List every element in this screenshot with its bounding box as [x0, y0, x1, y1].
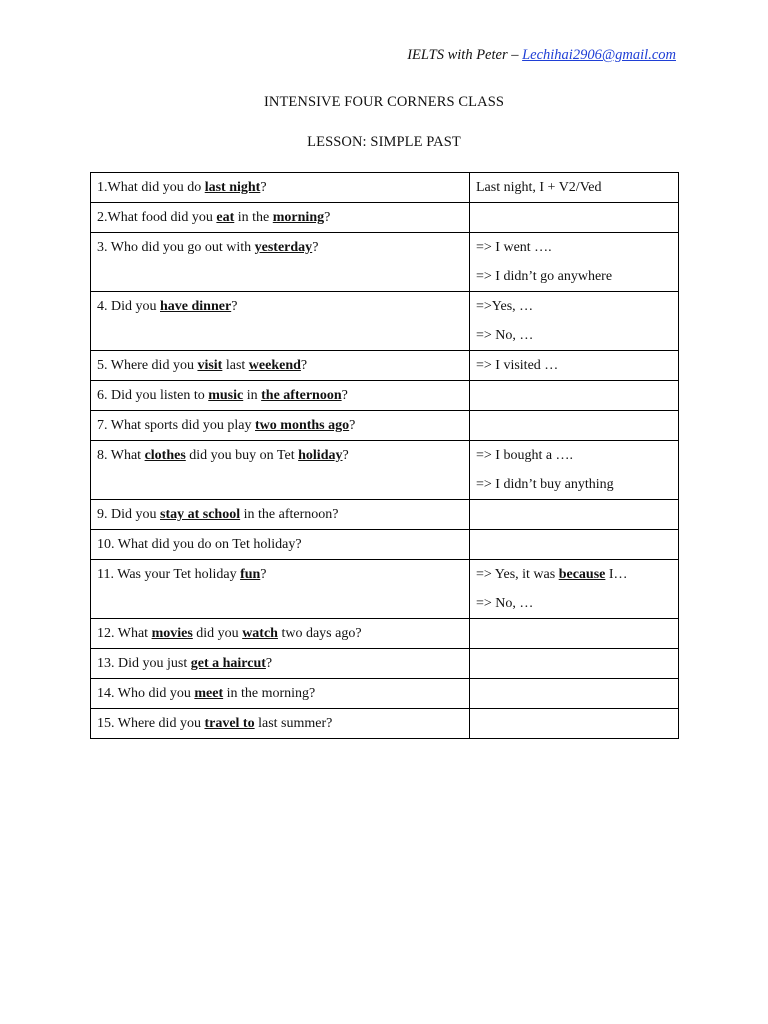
keyword-text: meet	[194, 686, 224, 701]
text-segment: 7. What sports did you play	[97, 418, 256, 433]
text-segment: 3. Who did you go out with	[97, 240, 255, 255]
keyword-text: last night	[204, 180, 261, 195]
keyword-text: clothes	[144, 448, 186, 463]
question-table	[90, 172, 679, 739]
text-segment: ?	[324, 210, 331, 225]
question-cell	[91, 233, 470, 292]
text-segment: two days ago?	[277, 626, 362, 641]
table-row	[91, 381, 679, 411]
answer-cell	[470, 500, 679, 530]
question-cell	[91, 203, 470, 233]
answer-cell	[470, 233, 679, 292]
question-text	[97, 619, 463, 648]
answer-blank	[476, 530, 672, 559]
answer-hint	[476, 321, 672, 350]
question-cell	[91, 709, 470, 739]
text-segment: ?	[300, 358, 308, 373]
text-segment: 6. Did you listen to	[97, 388, 209, 403]
question-text	[97, 500, 463, 529]
question-cell	[91, 500, 470, 530]
answer-cell	[470, 292, 679, 351]
table-row	[91, 500, 679, 530]
question-text	[97, 679, 463, 708]
answer-cell	[470, 649, 679, 679]
answer-blank	[476, 709, 672, 738]
question-cell	[91, 292, 470, 351]
keyword-text: holiday	[298, 448, 343, 463]
question-text	[97, 530, 463, 559]
table-row	[91, 441, 679, 500]
answer-cell	[470, 173, 679, 203]
text-segment: 9. Did you	[97, 507, 160, 522]
question-cell	[91, 411, 470, 441]
keyword-text: movies	[151, 626, 193, 641]
text-segment: ?	[341, 388, 348, 403]
answer-cell	[470, 411, 679, 441]
text-segment: I…	[605, 567, 628, 582]
text-segment: 12. What	[97, 626, 152, 641]
answer-cell	[470, 441, 679, 500]
table-row	[91, 203, 679, 233]
table-row	[91, 649, 679, 679]
keyword-text: two months ago	[255, 418, 350, 433]
keyword-text: weekend	[248, 358, 301, 373]
answer-hint	[476, 292, 672, 321]
answer-hint	[476, 351, 672, 380]
text-segment: ?	[312, 240, 319, 255]
document-header	[0, 47, 676, 64]
text-segment: Last night, I + V2/Ved	[476, 180, 602, 195]
question-cell	[91, 381, 470, 411]
text-segment: =>Yes, …	[476, 299, 534, 314]
keyword-text: music	[208, 388, 244, 403]
answer-blank	[476, 649, 672, 678]
answer-hint	[476, 262, 672, 291]
text-segment: => I went ….	[476, 240, 552, 255]
answer-hint	[476, 470, 672, 499]
text-segment: 14. Who did you	[97, 686, 195, 701]
text-segment: => No, …	[476, 328, 534, 343]
text-segment: last summer?	[254, 716, 333, 731]
keyword-text: the afternoon	[261, 388, 342, 403]
table-row	[91, 709, 679, 739]
question-cell	[91, 619, 470, 649]
answer-hint	[476, 560, 672, 589]
keyword-text: watch	[242, 626, 278, 641]
text-segment: => I didn’t go anywhere	[476, 269, 613, 284]
table-row	[91, 530, 679, 560]
answer-cell	[470, 530, 679, 560]
answer-blank	[476, 679, 672, 708]
answer-blank	[476, 500, 672, 529]
answer-cell	[470, 381, 679, 411]
table-row	[91, 619, 679, 649]
answer-blank	[476, 619, 672, 648]
answer-blank	[476, 203, 672, 232]
keyword-text: get a haircut	[190, 656, 266, 671]
text-segment: ?	[265, 656, 273, 671]
table-row	[91, 292, 679, 351]
text-segment: 5. Where did you	[97, 358, 198, 373]
question-cell	[91, 679, 470, 709]
text-segment: 4. Did you	[97, 299, 160, 314]
question-cell	[91, 351, 470, 381]
question-text	[97, 292, 463, 321]
text-segment: did you buy on Tet	[185, 448, 299, 463]
answer-blank	[476, 381, 672, 410]
text-segment: last	[222, 358, 249, 373]
answer-cell	[470, 560, 679, 619]
answer-cell	[470, 619, 679, 649]
text-segment: in the morning?	[223, 686, 316, 701]
keyword-text: because	[558, 567, 606, 582]
question-cell	[91, 530, 470, 560]
question-text	[97, 649, 463, 678]
question-table-body	[91, 173, 679, 739]
answer-blank	[476, 411, 672, 440]
text-segment: 13. Did you just	[97, 656, 191, 671]
text-segment: 2.What food did you	[97, 210, 217, 225]
keyword-text: visit	[197, 358, 223, 373]
keyword-text: travel to	[204, 716, 255, 731]
answer-cell	[470, 709, 679, 739]
text-segment: ?	[260, 567, 267, 582]
document-title: INTENSIVE FOUR CORNERS CLASS	[263, 94, 505, 110]
answer-hint	[476, 589, 672, 618]
text-segment: in the afternoon?	[240, 507, 339, 522]
table-row	[91, 233, 679, 292]
table-row	[91, 679, 679, 709]
answer-cell	[470, 351, 679, 381]
keyword-text: yesterday	[254, 240, 313, 255]
keyword-text: morning	[272, 210, 325, 225]
question-text	[97, 709, 463, 738]
header-author: IELTS with Peter –	[407, 47, 523, 63]
text-segment: ?	[260, 180, 267, 195]
text-segment: ?	[349, 418, 356, 433]
keyword-text: have dinner	[160, 299, 232, 314]
keyword-text: eat	[216, 210, 235, 225]
question-text	[97, 351, 463, 380]
text-segment: in	[243, 388, 262, 403]
answer-hint	[476, 441, 672, 470]
text-segment: ?	[231, 299, 238, 314]
keyword-text: stay at school	[160, 507, 241, 522]
table-row	[91, 173, 679, 203]
question-cell	[91, 560, 470, 619]
question-text	[97, 381, 463, 410]
question-text	[97, 233, 463, 262]
question-text	[97, 441, 463, 470]
question-text	[97, 411, 463, 440]
answer-hint	[476, 233, 672, 262]
question-text	[97, 560, 463, 589]
text-segment: ?	[342, 448, 349, 463]
text-segment: => I bought a ….	[476, 448, 574, 463]
table-row	[91, 411, 679, 441]
question-cell	[91, 173, 470, 203]
question-cell	[91, 649, 470, 679]
text-segment: 8. What	[97, 448, 145, 463]
email-link[interactable]: Lechihai2906@gmail.com	[522, 47, 676, 63]
text-segment: did you	[192, 626, 243, 641]
table-row	[91, 560, 679, 619]
text-segment: => I visited …	[476, 358, 559, 373]
text-segment: 11. Was your Tet holiday	[97, 567, 241, 582]
text-segment: 10. What did you do on Tet holiday?	[97, 537, 302, 552]
question-text	[97, 203, 463, 232]
text-segment: 15. Where did you	[97, 716, 205, 731]
text-segment: => I didn’t buy anything	[476, 477, 614, 492]
keyword-text: fun	[240, 567, 261, 582]
text-segment: => Yes, it was	[476, 567, 559, 582]
question-text	[97, 173, 463, 202]
lesson-title: LESSON: SIMPLE PAST	[307, 134, 461, 150]
question-cell	[91, 441, 470, 500]
answer-cell	[470, 203, 679, 233]
text-segment: => No, …	[476, 596, 534, 611]
text-segment: in the	[234, 210, 273, 225]
table-row	[91, 351, 679, 381]
answer-cell	[470, 679, 679, 709]
answer-hint	[476, 173, 672, 202]
text-segment: 1.What did you do	[97, 180, 205, 195]
